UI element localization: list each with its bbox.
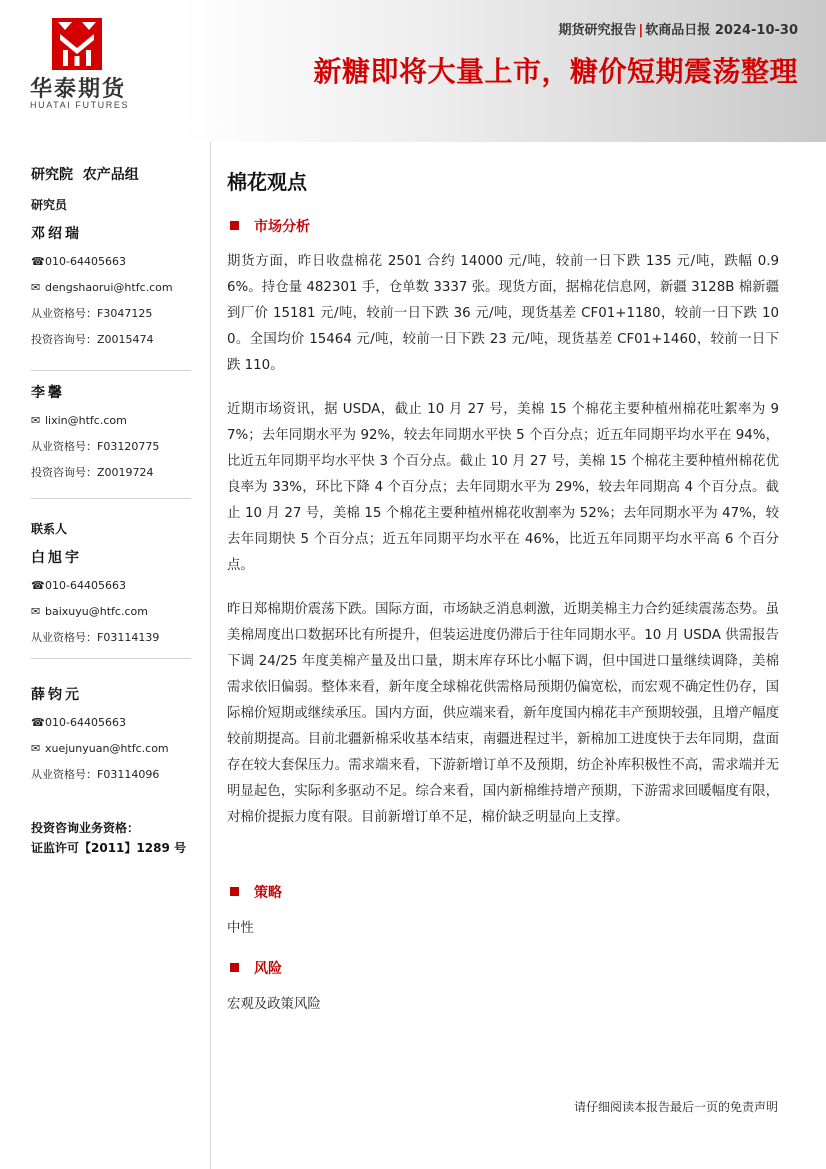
strategy-text: 中性 xyxy=(227,921,254,936)
paragraph-futures-spot: 期货方面，昨日收盘棉花 2501 合约 14000 元/吨，较前一日下跌 135 元/吨，跌幅 0.96%。持仓量 482301 手，仓单数 3337 张。现货方面，据棉花信息网，新疆 3128B 棉新疆到厂价 15181 元/吨，较前一日下跌 36 元/吨，现货基差 CF01+1180，较前一日下跌 100。全国均价 15464 元/吨，较前一日下跌 23 元/吨，现货基差 CF01+1460，较前一日下跌 110。 xyxy=(227,254,779,373)
market-analysis-heading: 市场分析 xyxy=(230,216,310,236)
qualification-number: 从业资格号：F3047125 xyxy=(31,307,153,320)
email-icon: ✉ xyxy=(31,414,41,427)
report-title: 新糖即将大量上市，糖价短期震荡整理 xyxy=(313,55,798,88)
license-block xyxy=(31,818,186,858)
risk-heading: 风险 xyxy=(230,958,282,978)
investment-advisory-number: 投资咨询号：Z0015474 xyxy=(31,333,154,346)
risk-text: 宏观及政策风险 xyxy=(227,997,321,1012)
contact-email[interactable]: ✉ baixuyu@htfc.com xyxy=(31,605,148,618)
qualification-number: 从业资格号：F03114139 xyxy=(31,631,160,644)
phone-icon: ☎ xyxy=(31,579,45,592)
bullet-square-icon xyxy=(230,221,239,230)
phone-icon: ☎ xyxy=(31,716,45,729)
contact-phone: ☎010-64405663 xyxy=(31,716,126,729)
disclaimer-note: 请仔细阅读本报告最后一页的免责声明 xyxy=(573,1100,778,1114)
license-label: 投资咨询业务资格： xyxy=(31,821,140,835)
report-section: 软商品日报 xyxy=(645,23,711,38)
sidebar-divider xyxy=(31,498,191,499)
report-date: 2024-10-30 xyxy=(714,23,798,38)
liaison-label: 联系人 xyxy=(31,522,68,536)
brand-name-cn: 华泰期货 xyxy=(30,77,127,102)
contact-phone: ☎010-64405663 xyxy=(31,579,126,592)
meta-separator: | xyxy=(638,23,644,38)
paragraph-usda-news: 近期市场资讯，据 USDA，截止 10 月 27 号，美棉 15 个棉花主要种植州棉花吐絮率为 97%；去年同期水平为 92%，较去年同期水平快 5 个百分点；近五年同期平均水平在 94%，比近五年同期平均水平快 3 个百分点。截止 10 月 27 号，美棉 15 个棉花主要种植州棉花优良率为 33%，环比下降 4 个百分点；去年同期水平为 29%，较去年同期高 4 个百分点。截止 10 月 27 号，美棉 15 个棉花主要种植州棉花收割率为 52%；去年同期水平为 47%，较去年同期快 5 个百分点；近五年同期平均水平在 46%，比近五年同期平均水平高 6 个百分点。 xyxy=(227,402,779,573)
strategy-heading: 策略 xyxy=(230,882,282,902)
sidebar-divider xyxy=(31,370,191,371)
license-number: 证监许可【2011】1289 号 xyxy=(31,841,186,855)
paragraph-market-outlook: 昨日郑棉期价震荡下跌。国际方面，市场缺乏消息刺激，近期美棉主力合约延续震荡态势。虽美棉周度出口数据环比有所提升，但装运进度仍滞后于往年同期水平。10 月 USDA 供需报告下调 24/25 年度美棉产量及出口量，期末库存环比小幅下调，但中国进口量继续调降，美棉需求依旧偏弱。整体来看，新年度全球棉花供需格局预期仍偏宽松，而宏观不确定性仍存，国际棉价短期或继续承压。国内方面，供应端来看，新年度国内棉花丰产预期较强，且增产幅度较前期提高。目前北疆新棉采收基本结束，南疆进程过半，新棉加工进度快于去年同期，盘面存在较大套保压力。需求端来看，下游新增订单不及预期，纺企补库积极性不高，需求端并无明显起色，实际利多驱动不足。综合来看，国内新棉维持增产预期，下游需求回暖幅度有限，对棉价提振力度有限。目前新增订单不足，棉价缺乏明显向上支撑。 xyxy=(227,602,779,825)
liaison-block xyxy=(31,520,159,645)
contact-phone: ☎010-64405663 xyxy=(31,255,126,268)
investment-advisory-number: 投资咨询号：Z0019724 xyxy=(31,466,154,479)
brand-name-en: HUATAI FUTURES xyxy=(30,100,130,110)
report-header xyxy=(0,0,826,142)
researcher-block xyxy=(31,382,159,480)
email-icon: ✉ xyxy=(31,605,41,618)
contact-name: 李馨 xyxy=(31,385,65,401)
author-sidebar xyxy=(0,142,211,1169)
contact-email[interactable]: ✉ lixin@htfc.com xyxy=(31,414,127,427)
contact-name: 邓绍瑞 xyxy=(31,226,82,242)
huatai-logo-icon xyxy=(52,18,102,70)
researcher-label: 研究员 xyxy=(31,198,68,212)
sidebar-divider xyxy=(31,658,191,659)
bullet-square-icon xyxy=(230,963,239,972)
contact-name: 薛钧元 xyxy=(31,687,82,703)
report-meta xyxy=(559,19,798,38)
email-icon: ✉ xyxy=(31,281,41,294)
qualification-number: 从业资格号：F03120775 xyxy=(31,440,160,453)
bullet-square-icon xyxy=(230,887,239,896)
section-title: 棉花观点 xyxy=(227,170,307,194)
liaison-block xyxy=(31,684,169,782)
researcher-block xyxy=(31,164,173,347)
qualification-number: 从业资格号：F03114096 xyxy=(31,768,160,781)
contact-name: 白旭宇 xyxy=(31,550,82,566)
email-icon: ✉ xyxy=(31,742,41,755)
contact-email[interactable]: ✉ dengshaorui@htfc.com xyxy=(31,281,173,294)
contact-email[interactable]: ✉ xuejunyuan@htfc.com xyxy=(31,742,169,755)
report-type: 期货研究报告 xyxy=(558,23,637,38)
phone-icon: ☎ xyxy=(31,255,45,268)
department: 研究院 农产品组 xyxy=(31,167,139,183)
